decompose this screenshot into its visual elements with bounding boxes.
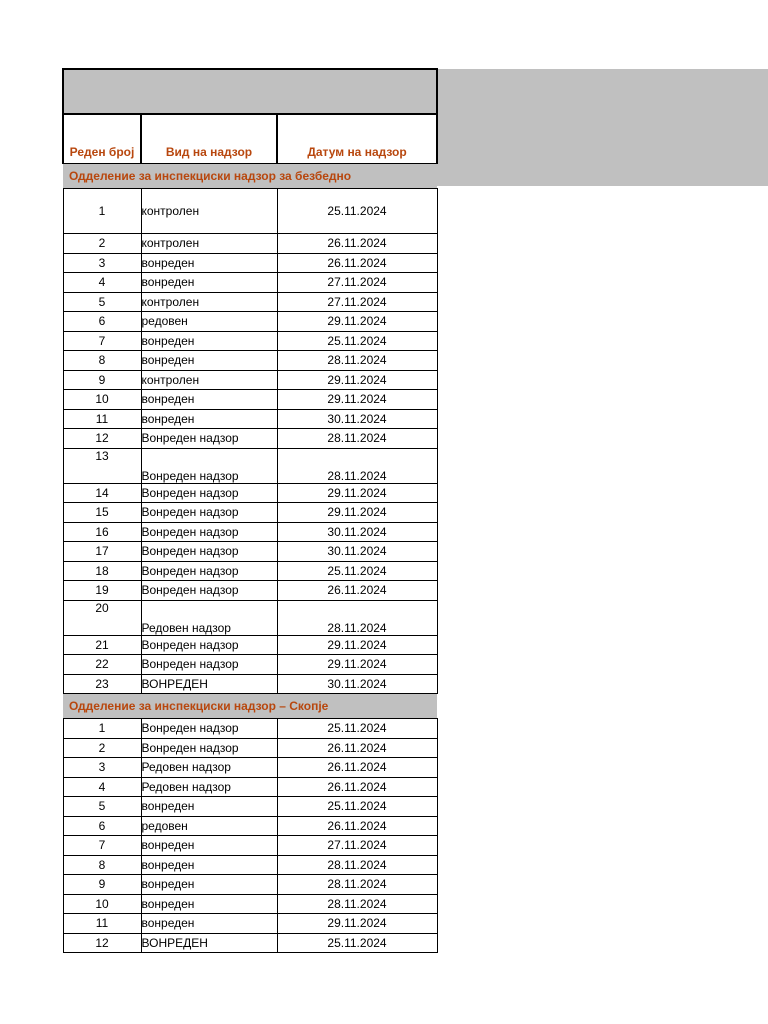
row-number: 5 <box>63 292 141 312</box>
inspection-type: Вонреден надзор <box>141 581 277 601</box>
inspection-date: 29.11.2024 <box>277 914 437 934</box>
inspection-type: Вонреден надзор <box>141 522 277 542</box>
inspection-date: 28.11.2024 <box>277 429 437 449</box>
inspection-date: 25.11.2024 <box>277 719 437 739</box>
row-number: 4 <box>63 273 141 293</box>
inspection-type: вонреден <box>141 836 277 856</box>
row-number: 17 <box>63 542 141 562</box>
inspection-date: 25.11.2024 <box>277 933 437 953</box>
table-row <box>63 600 437 635</box>
inspection-type: Вонреден надзор <box>141 483 277 503</box>
inspection-date: 29.11.2024 <box>277 655 437 675</box>
inspection-date: 26.11.2024 <box>277 816 437 836</box>
table-row <box>63 273 437 293</box>
table-row <box>63 429 437 449</box>
inspection-date: 29.11.2024 <box>277 370 437 390</box>
inspection-type: контролен <box>141 234 277 254</box>
section-header-row <box>63 164 437 189</box>
table-row <box>63 234 437 254</box>
inspection-date: 26.11.2024 <box>277 777 437 797</box>
row-number: 20 <box>63 600 141 635</box>
inspection-date: 25.11.2024 <box>277 561 437 581</box>
header-date: Датум на надзор <box>277 114 437 164</box>
inspection-date: 27.11.2024 <box>277 273 437 293</box>
inspection-type: Вонреден надзор <box>141 719 277 739</box>
inspection-date: 29.11.2024 <box>277 390 437 410</box>
row-number: 18 <box>63 561 141 581</box>
inspection-date: 27.11.2024 <box>277 292 437 312</box>
inspection-date: 27.11.2024 <box>277 836 437 856</box>
table-row <box>63 370 437 390</box>
inspection-type: вонреден <box>141 331 277 351</box>
inspection-date: 30.11.2024 <box>277 674 437 694</box>
table-row <box>63 894 437 914</box>
table-row <box>63 189 437 234</box>
inspection-type: Вонреден надзор <box>141 635 277 655</box>
row-number: 11 <box>63 409 141 429</box>
row-number: 2 <box>63 738 141 758</box>
table-row <box>63 914 437 934</box>
inspection-date: 26.11.2024 <box>277 253 437 273</box>
table-row <box>63 797 437 817</box>
table-row <box>63 933 437 953</box>
inspection-type: вонреден <box>141 914 277 934</box>
inspection-date: 29.11.2024 <box>277 483 437 503</box>
inspection-date: 30.11.2024 <box>277 542 437 562</box>
row-number: 23 <box>63 674 141 694</box>
inspection-type: вонреден <box>141 875 277 895</box>
row-number: 11 <box>63 914 141 934</box>
table-row <box>63 448 437 483</box>
table-row <box>63 312 437 332</box>
title-row <box>63 69 437 114</box>
table-row <box>63 855 437 875</box>
inspection-type: редовен <box>141 312 277 332</box>
table-row <box>63 635 437 655</box>
inspection-table <box>62 68 438 953</box>
inspection-type: вонреден <box>141 253 277 273</box>
table-row <box>63 292 437 312</box>
inspection-type: редовен <box>141 816 277 836</box>
inspection-type: Вонреден надзор <box>141 503 277 523</box>
inspection-type: вонреден <box>141 894 277 914</box>
row-number: 6 <box>63 816 141 836</box>
table-row <box>63 777 437 797</box>
table-row <box>63 561 437 581</box>
row-number: 1 <box>63 719 141 739</box>
inspection-type: вонреден <box>141 390 277 410</box>
inspection-type: вонреден <box>141 351 277 371</box>
row-number: 7 <box>63 836 141 856</box>
inspection-type: Вонреден надзор <box>141 655 277 675</box>
inspection-date: 25.11.2024 <box>277 797 437 817</box>
table-row <box>63 581 437 601</box>
row-number: 10 <box>63 894 141 914</box>
inspection-date: 25.11.2024 <box>277 331 437 351</box>
inspection-date: 28.11.2024 <box>277 875 437 895</box>
inspection-date: 25.11.2024 <box>277 189 437 234</box>
row-number: 1 <box>63 189 141 234</box>
inspection-date: 26.11.2024 <box>277 758 437 778</box>
table-row <box>63 875 437 895</box>
table-row <box>63 758 437 778</box>
row-number: 12 <box>63 429 141 449</box>
row-number: 9 <box>63 370 141 390</box>
row-number: 15 <box>63 503 141 523</box>
header-row <box>63 114 437 164</box>
inspection-type: Редовен надзор <box>141 758 277 778</box>
inspection-type: контролен <box>141 370 277 390</box>
inspection-type: Редовен надзор <box>141 600 277 635</box>
row-number: 14 <box>63 483 141 503</box>
title-cell <box>63 69 437 114</box>
table-row <box>63 836 437 856</box>
section-title: Одделение за инспекциски надзор за безбедно <box>63 164 437 189</box>
row-number: 6 <box>63 312 141 332</box>
inspection-type: вонреден <box>141 855 277 875</box>
inspection-type: Редовен надзор <box>141 777 277 797</box>
inspection-date: 26.11.2024 <box>277 738 437 758</box>
table-row <box>63 674 437 694</box>
row-number: 8 <box>63 351 141 371</box>
table-row <box>63 409 437 429</box>
inspection-date: 26.11.2024 <box>277 234 437 254</box>
inspection-type: ВОНРЕДЕН <box>141 674 277 694</box>
inspection-type: ВОНРЕДЕН <box>141 933 277 953</box>
inspection-date: 29.11.2024 <box>277 635 437 655</box>
table-row <box>63 503 437 523</box>
inspection-date: 29.11.2024 <box>277 312 437 332</box>
row-number: 5 <box>63 797 141 817</box>
table-row <box>63 655 437 675</box>
row-number: 8 <box>63 855 141 875</box>
inspection-date: 26.11.2024 <box>277 581 437 601</box>
inspection-type: контролен <box>141 292 277 312</box>
inspection-date: 30.11.2024 <box>277 522 437 542</box>
inspection-type: Вонреден надзор <box>141 542 277 562</box>
row-number: 19 <box>63 581 141 601</box>
row-number: 22 <box>63 655 141 675</box>
inspection-date: 28.11.2024 <box>277 351 437 371</box>
table-row <box>63 331 437 351</box>
inspection-type: Вонреден надзор <box>141 429 277 449</box>
inspection-type: вонреден <box>141 273 277 293</box>
row-number: 2 <box>63 234 141 254</box>
table-row <box>63 390 437 410</box>
header-num: Реден број <box>63 114 141 164</box>
inspection-date: 28.11.2024 <box>277 894 437 914</box>
table-row <box>63 351 437 371</box>
row-number: 9 <box>63 875 141 895</box>
row-number: 3 <box>63 253 141 273</box>
header-kind: Вид на надзор <box>141 114 277 164</box>
row-number: 16 <box>63 522 141 542</box>
table-row <box>63 542 437 562</box>
table-row <box>63 738 437 758</box>
inspection-type: вонреден <box>141 409 277 429</box>
inspection-date: 28.11.2024 <box>277 600 437 635</box>
inspection-type: Вонреден надзор <box>141 738 277 758</box>
table-row <box>63 719 437 739</box>
table-row <box>63 816 437 836</box>
inspection-date: 30.11.2024 <box>277 409 437 429</box>
table-row <box>63 253 437 273</box>
inspection-type: Вонреден надзор <box>141 448 277 483</box>
row-number: 10 <box>63 390 141 410</box>
title-band <box>435 69 768 186</box>
row-number: 12 <box>63 933 141 953</box>
inspection-type: Вонреден надзор <box>141 561 277 581</box>
table-row <box>63 522 437 542</box>
row-number: 7 <box>63 331 141 351</box>
row-number: 4 <box>63 777 141 797</box>
inspection-date: 29.11.2024 <box>277 503 437 523</box>
row-number: 3 <box>63 758 141 778</box>
inspection-date: 28.11.2024 <box>277 448 437 483</box>
row-number: 21 <box>63 635 141 655</box>
inspection-date: 28.11.2024 <box>277 855 437 875</box>
inspection-type: контролен <box>141 189 277 234</box>
table-row <box>63 483 437 503</box>
section-header-row <box>63 694 437 719</box>
row-number: 13 <box>63 448 141 483</box>
inspection-type: вонреден <box>141 797 277 817</box>
section-title: Одделение за инспекциски надзор – Скопје <box>63 694 437 719</box>
